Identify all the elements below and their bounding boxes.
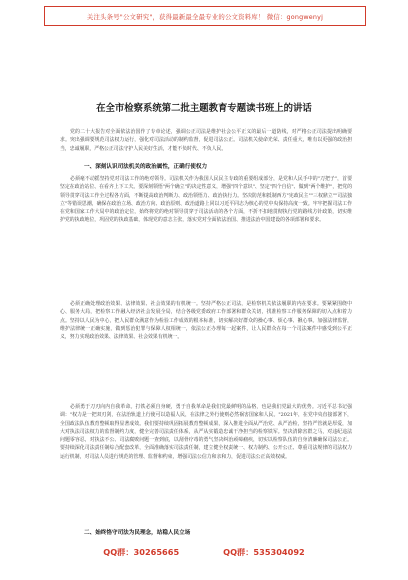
qq-group-label: QQ群：30265665	[103, 546, 180, 557]
body-paragraph: 必须正确处理政治效果、法律效果、社会效果的有机统一。坚持严格公正司法，是检察机关依法履职的内在要求。要紧紧围绕中心、服务大局，把检察工作融入经济社会发展全局，结合各级党委政府工作部署和群众关切，找准检察工作服务保障的切入点和着力点。坚持以人民为中心，把人民群众满意作为检验工作成效的根本标准，切实解决好群众的操心事、烦心事、揪心事。加强法律监督，维护法律统一正确实施，做到惩治犯罪与保障人权相统一，依法公正办理每一起案件，让人民群众在每一个司法案件中感受到公平正义，努力实现政治效果、法律效果、社会效果有机统一。	[60, 301, 352, 341]
promo-banner	[44, 6, 366, 26]
section-heading: 一、深刻认识司法机关的政治属性，正确行使权力	[84, 164, 208, 170]
body-paragraph: 必须毫不动摇坚持党对司法工作的绝对领导。司法机关作为我国人民民主专政的重要组成部分，是党和人民手中的"刀把子"，首要坚定在政治站位、在看齐上下工夫。要深刻领悟"两个确立"的决定性意义，增强"四个意识"、坚定"四个自信"、做到"两个维护"，把党的领导贯穿司法工作全过程各方面，不断提高政治判断力、政治领悟力、政治执行力。坚决防范和抵制西方"宪政民主""三权鼎立""司法独立"等错误思潮，确保在政治立场、政治方向、政治原则、政治道路上同以习近平同志为核心的党中央保持高度一致。牢牢把握司法工作在党和国家工作大局中的政治定位，始终将党的绝对领导贯穿于司法活动的各个方面，不折不扣地贯彻执行党的路线方针政策，切实维护党的执政地位，巩固党的执政基础，体现党的意志主张，落实党对全面依法治国、推进法治中国建设的各项部署和要求。	[60, 176, 352, 224]
body-paragraph: 必须勇于刀刃向内自我革命。打铁必须自身硬，勇于自我革命是我们党最鲜明的品格，也是我们党最大的优势。习近平总书记强调："权力是一把双刃剑，在法治轨道上行使可以造福人民，在法律之外行使则必然祸害国家和人民。"2021年，在党中央直接部署下，全国政法队伍教育整顿取得显著成效。我们要持续巩固拓展教育整顿成果，深入推进全面从严治党、从严治检，坚持严管就是厚爱，加大对执法司法权力的监督制约力度，健全完善司法责任体系，从严从实锻造忠诚干净担当的检察铁军。坚决清除害群之马，对违纪违法问题零容忍，对执法不公、司法腐败问题一查到底，以刮骨疗毒的勇气坚决纠治顽瘴痼疾，切实以检察队伍的自身清廉确保司法公正。要持续深化司法责任制综合配套改革，全面准确落实司法责任制，建立健全权责统一、权力制约、公开公正、尊重司法规律的司法权力运行机制，对司法人员进行规范的管理、监督和约束，增强司法公信力和亲和力，促进司法公正高效权威。	[60, 404, 352, 460]
promo-banner-text: 关注头条号"公文研究"，获得最新最全最专业的公文资料库！ 微信：gongwenyj	[86, 12, 324, 21]
contact-footer	[0, 544, 408, 560]
section-heading: 二、始终恪守司法为民理念，站稳人民立场	[84, 530, 191, 536]
qq-group-label: QQ群：535304092	[223, 546, 305, 557]
body-paragraph: 党的二十大报告对全面依法治国作了专章论述，强调公正司法是维护社会公平正义的最后一道防线，对严格公正司法提出明确要求。突出强调要规范司法权力运行，强化对司法活动的制约监督，促进司法公正。司法机关使命光荣、责任重大，唯有以更强的政治担当，忠诚履职，严格公正司法守护人民美好生活，才能不负时代、不负人民。	[60, 129, 352, 152]
document-title: 在全市检察系统第二批主题教育专题读书班上的讲话	[96, 103, 312, 114]
